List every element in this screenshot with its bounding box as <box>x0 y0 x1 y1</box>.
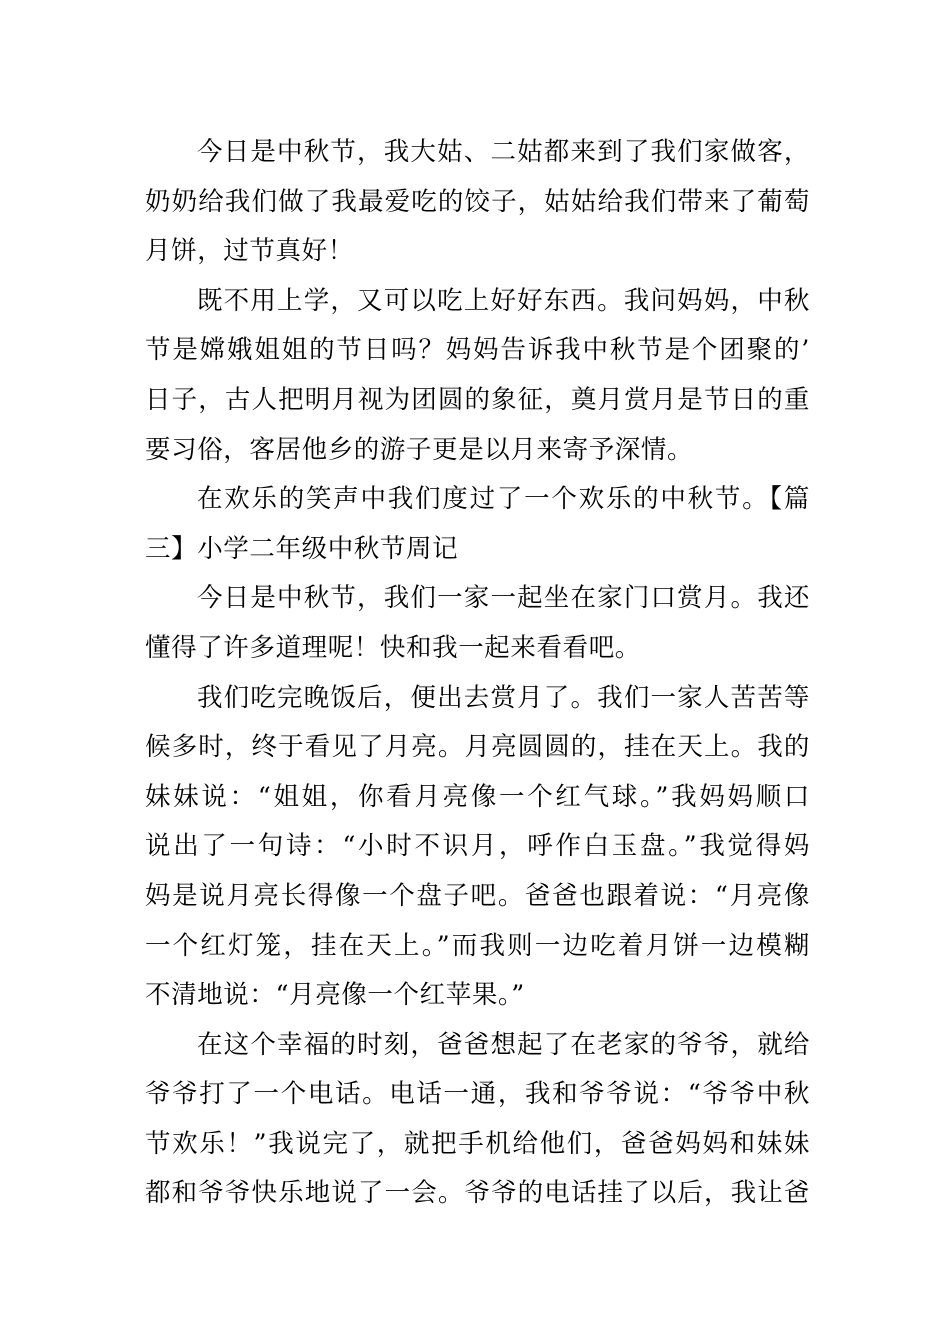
text-line: 候多时，终于看见了月亮。月亮圆圆的，挂在天上。我的 <box>145 732 810 763</box>
text-line: 既不用上学，又可以吃上好好东西。我问妈妈，中秋 <box>197 285 810 316</box>
text-line: 不清地说：“月亮像一个红苹果。” <box>145 980 525 1011</box>
text-line: 月饼，过节真好！ <box>145 236 354 267</box>
text-line: 在这个幸福的时刻，爸爸想起了在老家的爷爷，就给 <box>197 1029 810 1060</box>
text-line: 日子，古人把明月视为团圆的象征，奠月赏月是节日的重 <box>145 384 810 415</box>
document-body <box>145 128 810 1219</box>
text-line: 三】小学二年级中秋节周记 <box>145 533 459 564</box>
text-line: 今日是中秋节，我大姑、二姑都来到了我们家做客， <box>197 137 810 167</box>
text-line: 在欢乐的笑声中我们度过了一个欢乐的中秋节。【篇 <box>197 484 810 515</box>
text-line: 我们吃完晚饭后，便出去赏月了。我们一家人苦苦等 <box>197 682 810 713</box>
text-line: 妈是说月亮长得像一个盘子吧。爸爸也跟着说：“月亮像 <box>145 880 810 911</box>
text-line: 爷爷打了一个电话。电话一通，我和爷爷说：“爷爷中秋 <box>145 1079 810 1110</box>
text-line: 奶奶给我们做了我最爱吃的饺子，姑姑给我们带来了葡萄 <box>145 186 810 217</box>
text-line: 妹妹说：“姐姐，你看月亮像一个红气球。”我妈妈顺口 <box>145 781 810 812</box>
text-line: 都和爷爷快乐地说了一会。爷爷的电话挂了以后，我让爸 <box>145 1178 810 1209</box>
text-line: 节是嫦娥姐姐的节日吗？妈妈告诉我中秋节是个团聚的’ <box>145 335 810 366</box>
text-line: 懂得了许多道理呢！快和我一起来看看吧。 <box>145 632 641 663</box>
text-line: 节欢乐！”我说完了，就把手机给他们，爸爸妈妈和妹妹 <box>145 1128 810 1159</box>
text-line: 要习俗，客居他乡的游子更是以月来寄予深情。 <box>145 434 694 465</box>
text-line: 说出了一句诗：“小时不识月，呼作白玉盘。”我觉得妈 <box>145 831 810 862</box>
text-line: 一个红灯笼，挂在天上。”而我则一边吃着月饼一边模糊 <box>145 930 810 961</box>
text-line: 今日是中秋节，我们一家一起坐在家门口赏月。我还 <box>197 583 810 614</box>
